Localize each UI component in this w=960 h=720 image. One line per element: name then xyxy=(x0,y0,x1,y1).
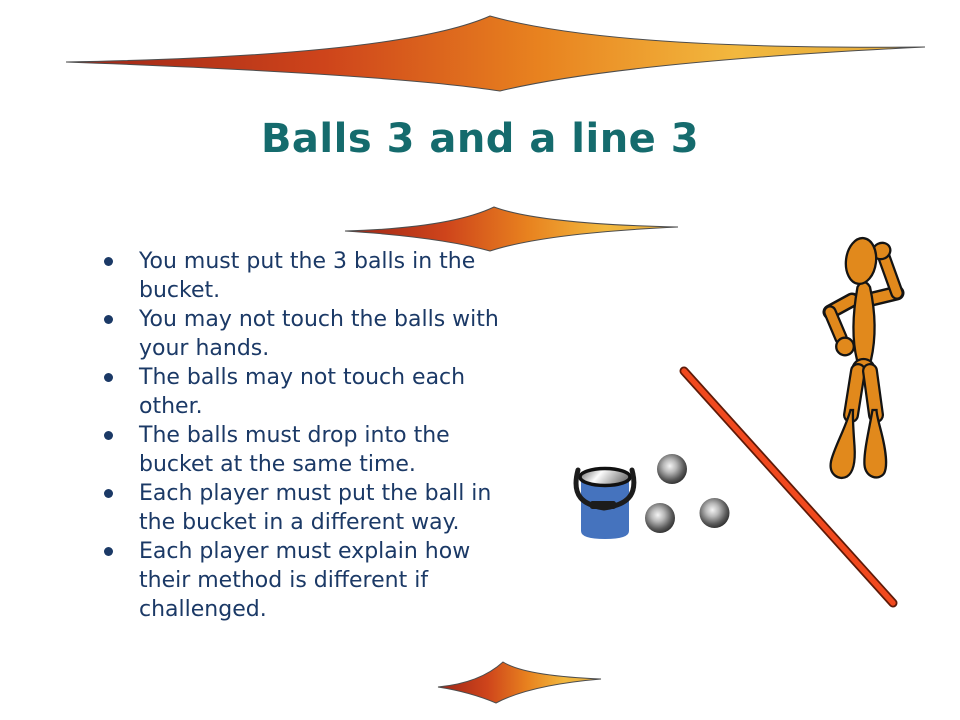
bullet-list xyxy=(96,247,506,624)
swoosh-banner-bottom-icon xyxy=(438,662,601,703)
slide-title: Balls 3 and a line 3 xyxy=(260,116,700,162)
bullet-text: The balls may not touch each other. xyxy=(139,365,466,419)
mannequin-left-foot xyxy=(831,410,855,478)
bullet-dot xyxy=(104,315,113,324)
ball-1 xyxy=(657,454,687,484)
mannequin-torso xyxy=(853,282,874,365)
mannequin-figure-icon xyxy=(830,236,897,478)
bucket-icon xyxy=(576,469,634,540)
bullet-item-4 xyxy=(96,421,506,479)
bucket-handle-grip xyxy=(590,501,616,509)
bullet-text: Each player must explain how their method is different if challenged. xyxy=(139,539,471,622)
balls-icon xyxy=(645,454,730,533)
mannequin-right-foot xyxy=(864,410,886,477)
bullet-item-1 xyxy=(96,247,506,305)
bullet-text: You must put the 3 balls in the bucket. xyxy=(139,249,476,303)
bullet-text: Each player must put the ball in the bucket in a different way. xyxy=(139,481,492,535)
mannequin-head xyxy=(843,236,878,285)
bullet-text: The balls must drop into the bucket at the same time. xyxy=(139,423,450,477)
bucket-rim xyxy=(580,469,630,486)
diagonal-pole-icon xyxy=(684,371,893,603)
bullet-dot xyxy=(104,547,113,556)
bullet-item-2 xyxy=(96,305,506,363)
bullet-dot xyxy=(104,257,113,266)
ball-2 xyxy=(645,503,675,533)
bullet-item-3 xyxy=(96,363,506,421)
bullet-dot xyxy=(104,489,113,498)
swoosh-banner-top-icon xyxy=(66,16,925,91)
bullet-dot xyxy=(104,431,113,440)
bullet-item-6 xyxy=(96,537,506,624)
ball-3 xyxy=(700,498,730,528)
mannequin-left-hand xyxy=(836,338,854,356)
bullet-item-5 xyxy=(96,479,506,537)
swoosh-banner-middle-icon xyxy=(345,207,678,251)
bullet-dot xyxy=(104,373,113,382)
bullet-text: You may not touch the balls with your hands. xyxy=(139,307,499,361)
